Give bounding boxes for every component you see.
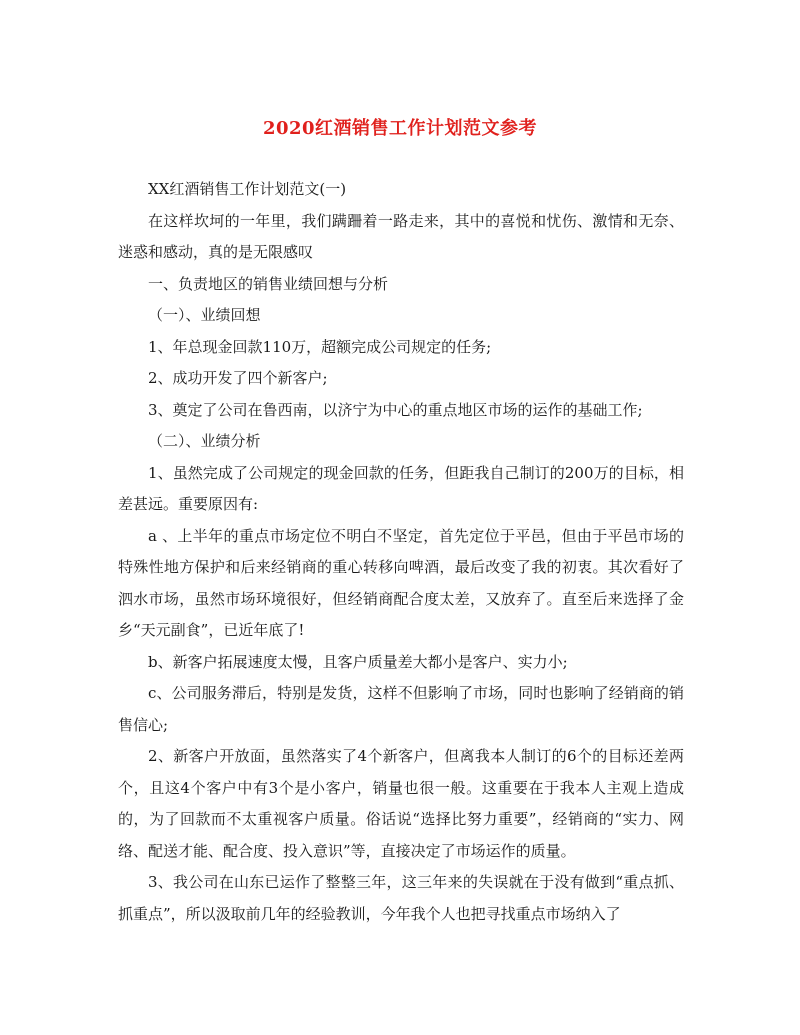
section-heading: XX红酒销售工作计划范文(一) — [148, 180, 347, 198]
analysis-paragraph: b、新客户拓展速度太慢，且客户质量差大都小是客户、实力小; — [148, 652, 568, 671]
intro-paragraph: 在这样坎坷的一年里，我们蹒跚着一路走来，其中的喜悦和忧伤、激情和无奈、迷惑和感动，真的是无限感叹 — [118, 211, 684, 261]
section-heading: 一、负责地区的销售业绩回想与分析 — [148, 274, 389, 293]
analysis-paragraph: 3、我公司在山东已运作了整整三年，这三年来的失误就在于没有做到“重点抓、抓重点”，所以汲取前几年的经验教训，今年我个人也把寻找重点市场纳入了 — [118, 873, 684, 923]
analysis-paragraph: 2、新客户开放面，虽然落实了4个新客户，但离我本人制订的6个的目标还差两个，且这4个客户中有3个是小客户，销量也很一般。这重要在于我本人主观上造成的，为了回款而不太重视客户质量。俗话说“选择比努力重要”，经销商的“实力、网络、配送才能、配合度、投入意识”等，直接决定了市场运作的质量。 — [118, 747, 684, 860]
document-body — [118, 174, 684, 930]
list-item: 3、奠定了公司在鲁西南，以济宁为中心的重点地区市场的运作的基础工作; — [148, 400, 643, 419]
document-title: 2020红酒销售工作计划范文参考 — [262, 118, 538, 139]
analysis-paragraph: 1、虽然完成了公司规定的现金回款的任务，但距我自己制订的200万的目标，相差甚远。重要原因有: — [118, 463, 684, 513]
analysis-paragraph: a 、上半年的重点市场定位不明白不坚定，首先定位于平邑，但由于平邑市场的特殊性地方保护和后来经销商的重心转移向啤酒，最后改变了我的初衷。其次看好了泗水市场，虽然市场环境很好，但经销商配合度太差，又放弃了。直至后来选择了金乡“天元副食”，已近年底了! — [118, 526, 684, 639]
subsection-heading: （二）、业绩分析 — [148, 432, 261, 450]
list-item: 1、年总现金回款110万，超额完成公司规定的任务; — [148, 337, 492, 356]
analysis-paragraph: c、公司服务滞后，特别是发货，这样不但影响了市场，同时也影响了经销商的销售信心; — [118, 684, 684, 734]
list-item: 2、成功开发了四个新客户; — [148, 369, 328, 387]
subsection-heading: （一）、业绩回想 — [148, 306, 261, 324]
